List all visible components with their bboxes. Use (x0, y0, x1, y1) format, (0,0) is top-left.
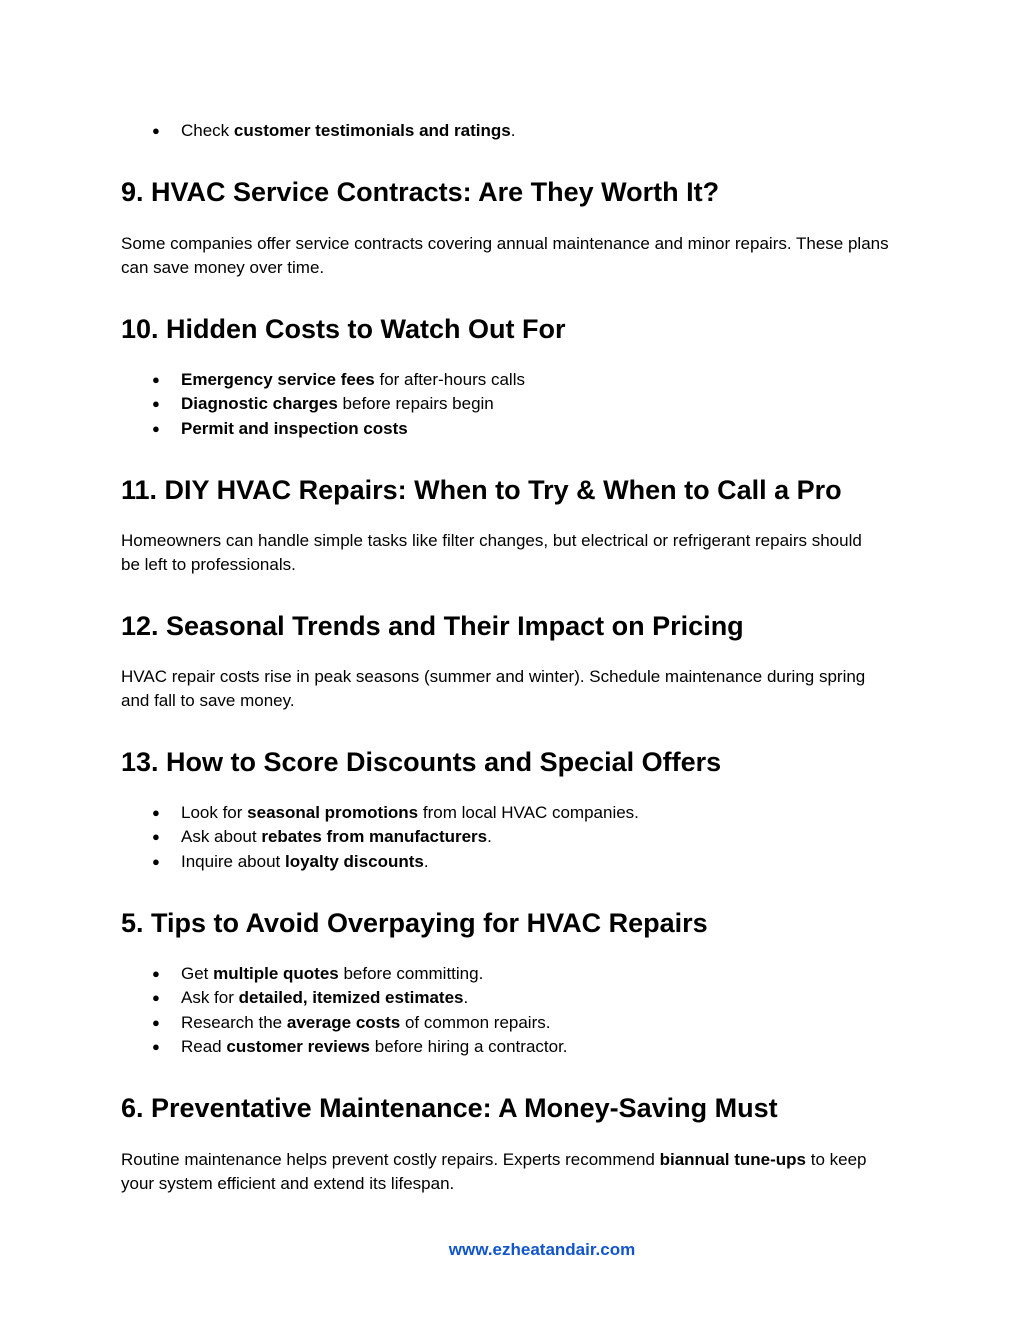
list-item: ● Research the average costs of common repairs. (121, 1011, 568, 1035)
hidden-costs-bullet-list (121, 368, 525, 441)
list-item: ● Read customer reviews before hiring a contractor. (121, 1035, 568, 1059)
section-heading-avoid-overpaying: 5. Tips to Avoid Overpaying for HVAC Repairs (121, 908, 708, 938)
website-link[interactable]: www.ezheatandair.com (448, 1240, 636, 1259)
section-paragraph-diy-repairs: Homeowners can handle simple tasks like filter changes, but electrical or refrigerant repairs should be left to professionals. (121, 531, 862, 575)
bullet-icon: ● (152, 123, 160, 138)
bullet-icon: ● (152, 1014, 160, 1030)
list-item: ● Inquire about loyalty discounts. (121, 850, 639, 874)
section-paragraph-service-contracts: Some companies offer service contracts covering annual maintenance and minor repairs. These plans can save money over time. (121, 234, 889, 278)
section-heading-discounts: 13. How to Score Discounts and Special Offers (121, 747, 722, 777)
bullet-icon: ● (152, 853, 160, 869)
section-heading-preventative-maintenance: 6. Preventative Maintenance: A Money-Saving Must (121, 1093, 778, 1123)
list-item: ● Get multiple quotes before committing. (121, 962, 568, 986)
bullet-icon: ● (152, 966, 160, 981)
list-item: ● Permit and inspection costs (121, 417, 525, 441)
list-item: ● Look for seasonal promotions from local HVAC companies. (121, 801, 639, 825)
intro-bullet-list (121, 119, 515, 143)
list-item: ● Ask for detailed, itemized estimates. (121, 986, 568, 1010)
bullet-icon: ● (152, 805, 160, 820)
bullet-icon: ● (152, 420, 160, 436)
avoid-overpaying-bullet-list (121, 962, 568, 1060)
bullet-icon: ● (152, 372, 160, 387)
bullet-icon: ● (152, 990, 160, 1006)
list-item: ● Check customer testimonials and ratings. (121, 119, 515, 143)
bullet-icon: ● (152, 396, 160, 412)
list-item: ● Diagnostic charges before repairs begin (121, 392, 525, 416)
section-heading-seasonal-trends: 12. Seasonal Trends and Their Impact on Pricing (121, 611, 744, 641)
list-item: ● Emergency service fees for after-hours calls (121, 368, 525, 392)
discounts-bullet-list (121, 801, 639, 874)
bullet-icon: ● (152, 1039, 160, 1055)
section-heading-service-contracts: 9. HVAC Service Contracts: Are They Worth It? (121, 177, 720, 207)
bullet-icon: ● (152, 829, 160, 845)
section-paragraph-seasonal-trends: HVAC repair costs rise in peak seasons (summer and winter). Schedule maintenance during spring and fall to save money. (121, 667, 866, 711)
section-paragraph-preventative-maintenance: Routine maintenance helps prevent costly repairs. Experts recommend biannual tune-ups to keep your system efficient and extend its lifespan. (121, 1150, 867, 1194)
section-heading-hidden-costs: 10. Hidden Costs to Watch Out For (121, 314, 566, 344)
list-item: ● Ask about rebates from manufacturers. (121, 825, 639, 849)
section-heading-diy-repairs: 11. DIY HVAC Repairs: When to Try & When to Call a Pro (121, 475, 842, 505)
